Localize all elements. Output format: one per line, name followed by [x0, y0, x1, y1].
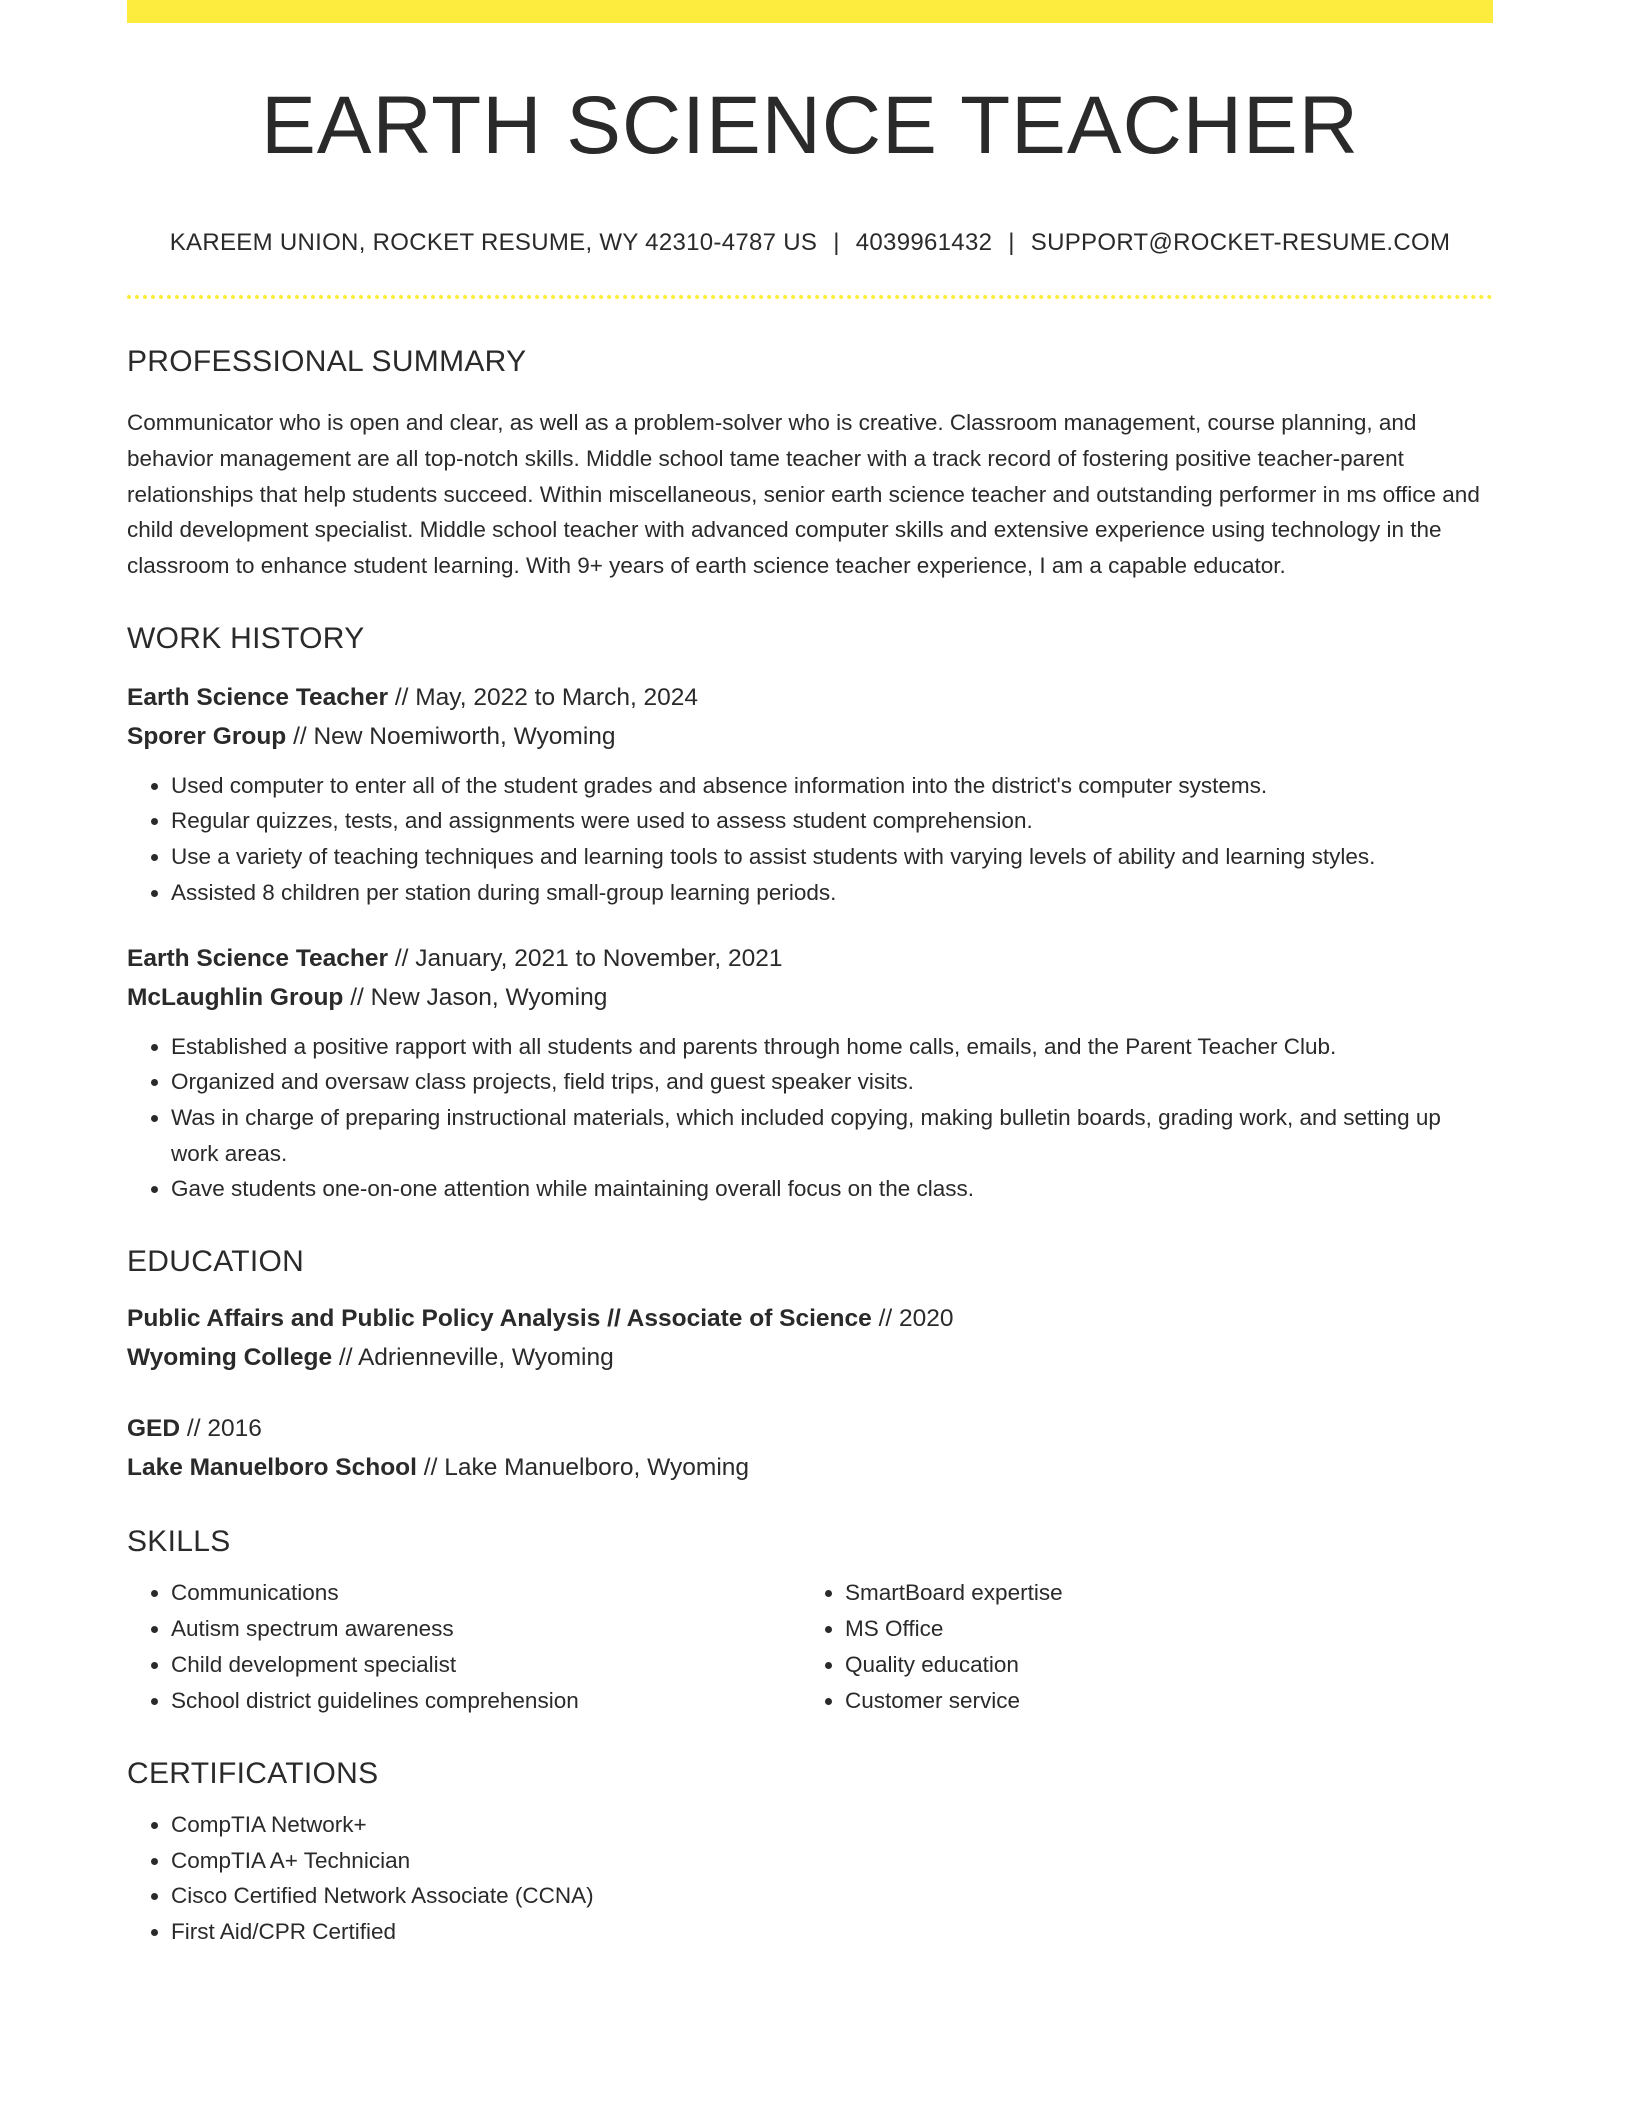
- contact-separator: |: [833, 229, 840, 257]
- contact-phone: 4039961432: [855, 229, 993, 257]
- skill-item: • Communications: [171, 1575, 801, 1611]
- certification-item: • Cisco Certified Network Associate (CCNA): [171, 1878, 1493, 1914]
- job-bullet: • Used computer to enter all of the student grades and absence information into the district's computer systems.: [171, 768, 1493, 804]
- job-location: // New Noemiworth, Wyoming: [286, 722, 616, 750]
- contact-email[interactable]: SUPPORT@ROCKET-RESUME.COM: [1030, 229, 1451, 257]
- education-degree: Public Affairs and Public Policy Analysis // Associate of Science: [127, 1305, 872, 1333]
- job-company: McLaughlin Group: [127, 983, 344, 1011]
- skills-heading: SKILLS: [127, 1525, 231, 1559]
- job-title: Earth Science Teacher: [127, 944, 389, 972]
- education-heading: EDUCATION: [127, 1245, 305, 1279]
- job-company-line: [127, 717, 1493, 756]
- certification-item: • CompTIA A+ Technician: [171, 1843, 1493, 1879]
- job-bullets: [127, 768, 1493, 911]
- job-title-line: [127, 678, 1493, 717]
- dotted-divider: [127, 295, 1493, 299]
- job-bullet: • Regular quizzes, tests, and assignments were used to assess student comprehension.: [171, 803, 1493, 839]
- job-bullet: • Gave students one-on-one attention while maintaining overall focus on the class.: [171, 1171, 1493, 1207]
- skills-column-left: [127, 1575, 801, 1719]
- education-school-line: [127, 1448, 1493, 1487]
- skill-item: • School district guidelines comprehension: [171, 1683, 801, 1719]
- education-location: // Lake Manuelboro, Wyoming: [416, 1454, 750, 1482]
- contact-address: KAREEM UNION, ROCKET RESUME, WY 42310-4787 US: [169, 229, 818, 257]
- job-bullet: • Assisted 8 children per station during small-group learning periods.: [171, 875, 1493, 911]
- job-company: Sporer Group: [127, 722, 287, 750]
- skills-grid: [127, 1575, 1493, 1719]
- education-entry: [127, 1299, 1493, 1377]
- resume-title: EARTH SCIENCE TEACHER: [261, 80, 1359, 171]
- certification-item: • CompTIA Network+: [171, 1807, 1493, 1843]
- education-entry: [127, 1409, 1493, 1487]
- certifications-heading: CERTIFICATIONS: [127, 1757, 379, 1791]
- summary-text: Communicator who is open and clear, as well as a problem-solver who is creative. Classroom management, course planning, and behavior management are all top-notch skills. Middle school tame teacher with a track record of fostering positive teacher-parent relationships that help students succeed. Within miscellaneous, senior earth science teacher and outstanding performer in ms office and child development specialist. Middle school teacher with advanced computer skills and extensive experience using technology in the classroom to enhance student learning. With 9+ years of earth science teacher experience, I am a capable educator.: [127, 410, 1480, 578]
- resume-content: [127, 0, 1493, 1950]
- job-company-line: [127, 978, 1493, 1017]
- job-bullet: • Established a positive rapport with all students and parents through home calls, emails, and the Parent Teacher Club.: [171, 1029, 1493, 1065]
- skills-column-right: [801, 1575, 1475, 1719]
- job-location: // New Jason, Wyoming: [343, 983, 608, 1011]
- certifications-list: [127, 1807, 1493, 1950]
- job-bullet: • Use a variety of teaching techniques and learning tools to assist students with varying levels of ability and learning styles.: [171, 839, 1493, 875]
- skill-item: • Autism spectrum awareness: [171, 1611, 801, 1647]
- job-title-line: [127, 939, 1493, 978]
- education-school: Wyoming College: [127, 1344, 333, 1372]
- education-location: // Adrienneville, Wyoming: [332, 1344, 614, 1372]
- education-degree-line: [127, 1409, 1493, 1448]
- summary-heading: PROFESSIONAL SUMMARY: [127, 345, 527, 379]
- skill-item: • Quality education: [845, 1647, 1475, 1683]
- contact-line: [127, 229, 1493, 257]
- job-bullet: • Organized and oversaw class projects, field trips, and guest speaker visits.: [171, 1064, 1493, 1100]
- skill-item: • Child development specialist: [171, 1647, 801, 1683]
- job-entry: [127, 939, 1493, 1208]
- education-school: Lake Manuelboro School: [127, 1454, 417, 1482]
- skill-item: • SmartBoard expertise: [845, 1575, 1475, 1611]
- certification-item: • First Aid/CPR Certified: [171, 1914, 1493, 1950]
- job-entry: [127, 678, 1493, 911]
- job-dates: // May, 2022 to March, 2024: [388, 683, 699, 711]
- work-history-heading: WORK HISTORY: [127, 621, 365, 655]
- skill-item: • Customer service: [845, 1683, 1475, 1719]
- contact-separator: |: [1008, 229, 1015, 257]
- job-bullets: [127, 1029, 1493, 1208]
- education-year: // 2020: [871, 1305, 954, 1333]
- education-degree-line: [127, 1299, 1493, 1338]
- education-school-line: [127, 1338, 1493, 1377]
- education-year: // 2016: [180, 1415, 262, 1443]
- job-title: Earth Science Teacher: [127, 683, 389, 711]
- accent-top-bar: [127, 0, 1493, 23]
- skill-item: • MS Office: [845, 1611, 1475, 1647]
- job-dates: // January, 2021 to November, 2021: [388, 944, 783, 972]
- job-bullet: • Was in charge of preparing instructional materials, which included copying, making bulletin boards, grading work, and setting up work areas.: [171, 1100, 1493, 1171]
- education-degree: GED: [127, 1415, 181, 1443]
